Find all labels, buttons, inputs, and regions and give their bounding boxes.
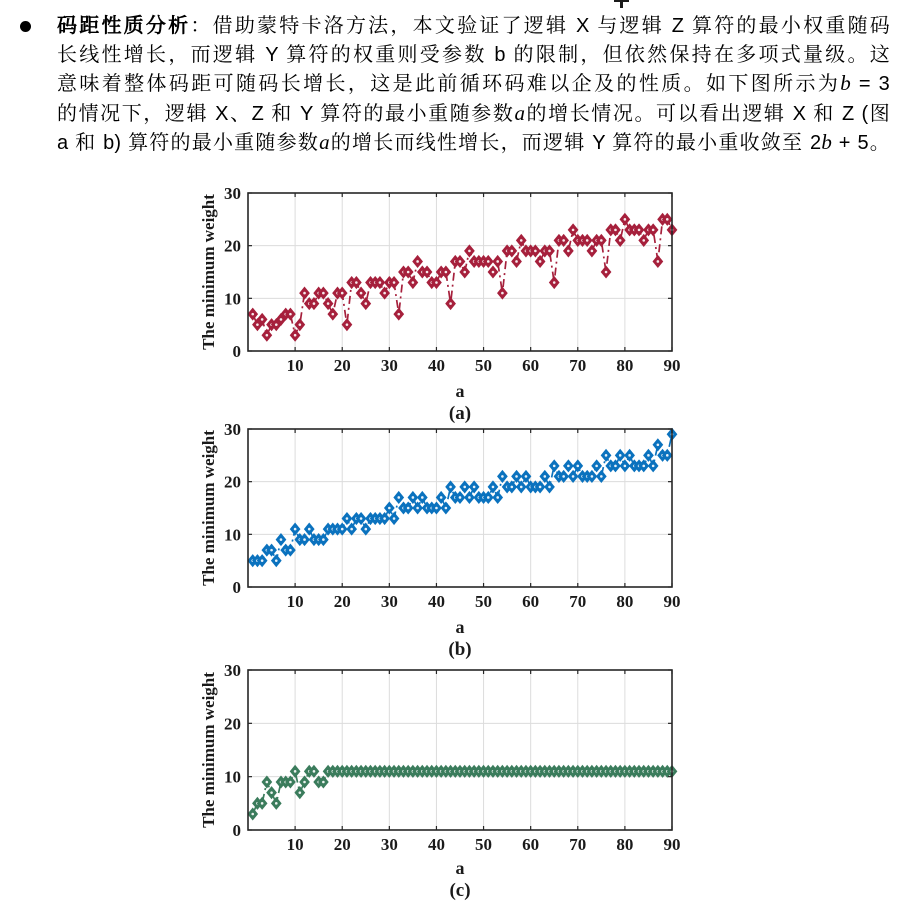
data-point-center <box>496 496 499 499</box>
x-tick-label: 90 <box>663 592 681 611</box>
x-tick-label: 40 <box>427 835 445 854</box>
data-point-center <box>327 302 330 305</box>
data-point-center <box>511 250 514 253</box>
data-point-center <box>642 465 645 468</box>
data-point-center <box>534 250 537 253</box>
subfigure-caption: (b) <box>448 639 472 660</box>
figure-c-min-weight-logical-y <box>178 652 703 915</box>
data-point-center <box>360 292 363 295</box>
x-tick-label: 70 <box>569 835 587 854</box>
data-point-center <box>299 791 302 794</box>
data-point-center <box>525 475 528 478</box>
data-point-center <box>393 517 396 520</box>
data-point-center <box>600 239 603 242</box>
data-point-center <box>605 271 608 274</box>
y-tick-label: 10 <box>224 525 241 545</box>
x-tick-label: 10 <box>286 835 304 854</box>
x-axis-label: a <box>455 381 465 401</box>
paragraph-text: 的情况下，逻辑 X、Z 和 Y 算符的最小重随参数 <box>57 102 515 125</box>
data-point-center <box>397 313 400 316</box>
data-point-center <box>463 271 466 274</box>
data-point-center <box>567 465 570 468</box>
series-line <box>253 219 672 335</box>
x-tick-label: 40 <box>427 592 445 611</box>
x-tick-label: 80 <box>616 592 634 611</box>
data-point-center <box>346 517 349 520</box>
paragraph-heading: 码距性质分析 <box>57 15 191 37</box>
paragraph-text: a 和 b) 算符的最小重随参数 <box>57 132 320 154</box>
data-point-center <box>473 486 476 489</box>
data-point-center <box>501 475 504 478</box>
data-point-center <box>548 250 551 253</box>
data-point-center <box>515 475 518 478</box>
data-point-center <box>562 475 565 478</box>
x-tick-label: 50 <box>475 592 493 611</box>
chart-svg <box>178 412 703 664</box>
data-point-center <box>435 281 438 284</box>
data-point-center <box>544 475 547 478</box>
data-point-center <box>614 229 617 232</box>
data-point-center <box>289 781 292 784</box>
data-point-center <box>463 486 466 489</box>
x-tick-label: 50 <box>475 835 493 854</box>
data-point-center <box>459 496 462 499</box>
data-point-center <box>275 323 278 326</box>
x-tick-label: 50 <box>475 356 493 375</box>
data-point-center <box>666 454 669 457</box>
data-point-center <box>299 323 302 326</box>
data-point-center <box>416 260 419 263</box>
data-point-center <box>539 486 542 489</box>
y-tick-label: 30 <box>224 661 241 680</box>
data-point-center <box>412 496 415 499</box>
paragraph-line <box>57 128 890 158</box>
y-tick-label: 0 <box>232 821 241 840</box>
figure-a-min-weight-logical-x <box>178 176 703 433</box>
y-tick-label: 30 <box>224 184 241 203</box>
data-point-center <box>539 260 542 263</box>
data-point-center <box>487 496 490 499</box>
data-point-center <box>270 791 273 794</box>
x-tick-label: 80 <box>616 356 634 375</box>
paragraph-text: + 5。 <box>832 132 890 154</box>
paragraph-text: 的增长而线性增长，而逻辑 Y 算符的最小重收敛至 2 <box>329 132 822 154</box>
data-point-center <box>600 475 603 478</box>
data-point-center <box>341 528 344 531</box>
data-point-center <box>440 496 443 499</box>
data-point-center <box>445 271 448 274</box>
y-tick-label: 0 <box>232 342 241 361</box>
data-point-center <box>266 781 269 784</box>
y-tick-label: 10 <box>224 767 241 787</box>
data-point-center <box>364 302 367 305</box>
data-point-center <box>624 218 627 221</box>
x-tick-label: 30 <box>380 592 398 611</box>
data-point-center <box>492 271 495 274</box>
data-point-center <box>619 454 622 457</box>
data-point-center <box>449 302 452 305</box>
paragraph-text: 意味着整体码距可随码长增长，这是此前循环码难以企及的性质。如下图所示为 <box>57 73 841 95</box>
subfigure-caption: (a) <box>448 403 472 424</box>
data-point-center <box>426 271 429 274</box>
x-tick-label: 90 <box>663 356 681 375</box>
paragraph-line <box>57 99 890 129</box>
data-point-center <box>275 802 278 805</box>
data-point-center <box>407 507 410 510</box>
data-point-center <box>383 292 386 295</box>
data-point-center <box>266 334 269 337</box>
data-point-center <box>355 281 358 284</box>
x-axis-label: a <box>455 617 465 637</box>
paragraph-text: 长线性增长，而逻辑 Y 算符的权重则受参数 b 的限制，但依然保持在多项式量级。这 <box>57 43 890 66</box>
math-variable: b <box>821 130 833 154</box>
x-tick-label: 10 <box>286 592 304 611</box>
data-point-center <box>638 229 641 232</box>
math-variable: a <box>319 130 330 154</box>
data-point-center <box>280 538 283 541</box>
data-point-center <box>261 802 264 805</box>
x-tick-label: 70 <box>569 592 587 611</box>
data-point-center <box>289 313 292 316</box>
data-point-center <box>383 517 386 520</box>
data-point-center <box>322 781 325 784</box>
data-point-center <box>313 770 316 773</box>
x-tick-label: 40 <box>427 356 445 375</box>
y-tick-label: 10 <box>224 289 241 309</box>
paragraph-text: 借助蒙特卡洛方法，本文验证了逻辑 X 与逻辑 Z 算符的最小权重随码 <box>212 15 890 37</box>
data-point-center <box>576 465 579 468</box>
data-point-center <box>468 250 471 253</box>
data-point-center <box>572 475 575 478</box>
x-tick-label: 20 <box>333 592 351 611</box>
data-point-center <box>652 465 655 468</box>
data-point-center <box>445 507 448 510</box>
data-point-center <box>379 281 382 284</box>
data-point-center <box>628 454 631 457</box>
data-point-center <box>567 250 570 253</box>
plot-box <box>248 670 672 830</box>
data-point-center <box>303 292 306 295</box>
data-point-center <box>416 507 419 510</box>
data-point-center <box>322 538 325 541</box>
data-point-center <box>251 813 254 816</box>
math-variable: a <box>514 100 526 125</box>
y-tick-label: 30 <box>224 420 241 439</box>
paragraph-line <box>57 69 890 99</box>
data-point-center <box>562 239 565 242</box>
math-variable: b <box>840 71 851 95</box>
y-axis-label: The minimum weight <box>199 194 218 350</box>
data-point-center <box>520 239 523 242</box>
data-point-center <box>492 486 495 489</box>
y-tick-label: 20 <box>224 472 241 492</box>
x-tick-label: 60 <box>522 592 540 611</box>
data-point-center <box>397 496 400 499</box>
data-point-center <box>619 239 622 242</box>
data-point-center <box>435 507 438 510</box>
data-point-center <box>261 318 264 321</box>
x-tick-label: 70 <box>569 356 587 375</box>
data-point-center <box>350 528 353 531</box>
data-point-center <box>553 465 556 468</box>
data-point-center <box>501 292 504 295</box>
chart-svg <box>178 176 703 428</box>
data-point-center <box>468 496 471 499</box>
data-point-center <box>313 302 316 305</box>
data-point-center <box>270 549 273 552</box>
x-tick-label: 60 <box>522 356 540 375</box>
data-point-center <box>647 454 650 457</box>
x-tick-label: 80 <box>616 835 634 854</box>
data-point-center <box>407 271 410 274</box>
chart-svg <box>178 652 703 910</box>
data-point-center <box>388 507 391 510</box>
data-point-center <box>496 260 499 263</box>
data-point-center <box>294 770 297 773</box>
x-tick-label: 30 <box>380 356 398 375</box>
data-point-center <box>294 334 297 337</box>
data-point-center <box>364 528 367 531</box>
paragraph-line <box>57 12 890 41</box>
data-point-center <box>657 260 660 263</box>
paragraph-text: = 3 <box>850 73 891 95</box>
data-point-center <box>332 313 335 316</box>
data-point-center <box>322 292 325 295</box>
data-point-center <box>657 444 660 447</box>
data-point-center <box>308 528 311 531</box>
data-point-center <box>256 323 259 326</box>
data-point-center <box>289 549 292 552</box>
cropped-text-artifact <box>614 0 629 2</box>
data-point-center <box>360 517 363 520</box>
data-point-center <box>412 281 415 284</box>
data-point-center <box>511 486 514 489</box>
data-point-center <box>614 465 617 468</box>
series-line <box>253 771 672 814</box>
data-point-center <box>421 496 424 499</box>
y-tick-label: 20 <box>224 714 241 734</box>
y-axis-label: The minimum weight <box>199 672 218 828</box>
data-point-center <box>553 281 556 284</box>
data-point-center <box>572 229 575 232</box>
data-point-center <box>341 292 344 295</box>
data-point-center <box>548 486 551 489</box>
y-axis-label: The minimum weight <box>199 430 218 586</box>
data-point-center <box>459 260 462 263</box>
analysis-paragraph <box>57 12 890 158</box>
x-tick-label: 20 <box>333 835 351 854</box>
data-point-center <box>303 781 306 784</box>
data-point-center <box>251 313 254 316</box>
data-point-center <box>346 323 349 326</box>
data-point-center <box>520 486 523 489</box>
bullet-marker <box>20 21 31 32</box>
data-point-center <box>487 260 490 263</box>
data-point-center <box>393 281 396 284</box>
x-tick-label: 60 <box>522 835 540 854</box>
x-tick-label: 90 <box>663 835 681 854</box>
data-point-center <box>666 218 669 221</box>
data-point-center <box>652 229 655 232</box>
data-point-center <box>642 239 645 242</box>
data-point-center <box>591 250 594 253</box>
x-axis-label: a <box>455 858 465 878</box>
x-tick-label: 20 <box>333 356 351 375</box>
data-point-center <box>294 528 297 531</box>
y-tick-label: 0 <box>232 578 241 597</box>
data-point-center <box>303 538 306 541</box>
subfigure-caption: (c) <box>449 880 471 901</box>
data-point-center <box>449 486 452 489</box>
data-point-center <box>280 318 283 321</box>
data-point-center <box>275 559 278 562</box>
data-point-center <box>515 260 518 263</box>
paragraph-line <box>57 41 890 70</box>
paragraph-text: ： <box>190 15 213 37</box>
y-tick-label: 20 <box>224 236 241 256</box>
data-point-center <box>624 465 627 468</box>
x-tick-label: 10 <box>286 356 304 375</box>
data-point-center <box>261 559 264 562</box>
data-point-center <box>586 239 589 242</box>
data-point-center <box>591 475 594 478</box>
paragraph-text: 的增长情况。可以看出逻辑 X 和 Z (图 <box>525 102 890 125</box>
x-tick-label: 30 <box>380 835 398 854</box>
data-point-center <box>595 465 598 468</box>
data-point-center <box>605 454 608 457</box>
figure-b-min-weight-logical-z <box>178 412 703 669</box>
